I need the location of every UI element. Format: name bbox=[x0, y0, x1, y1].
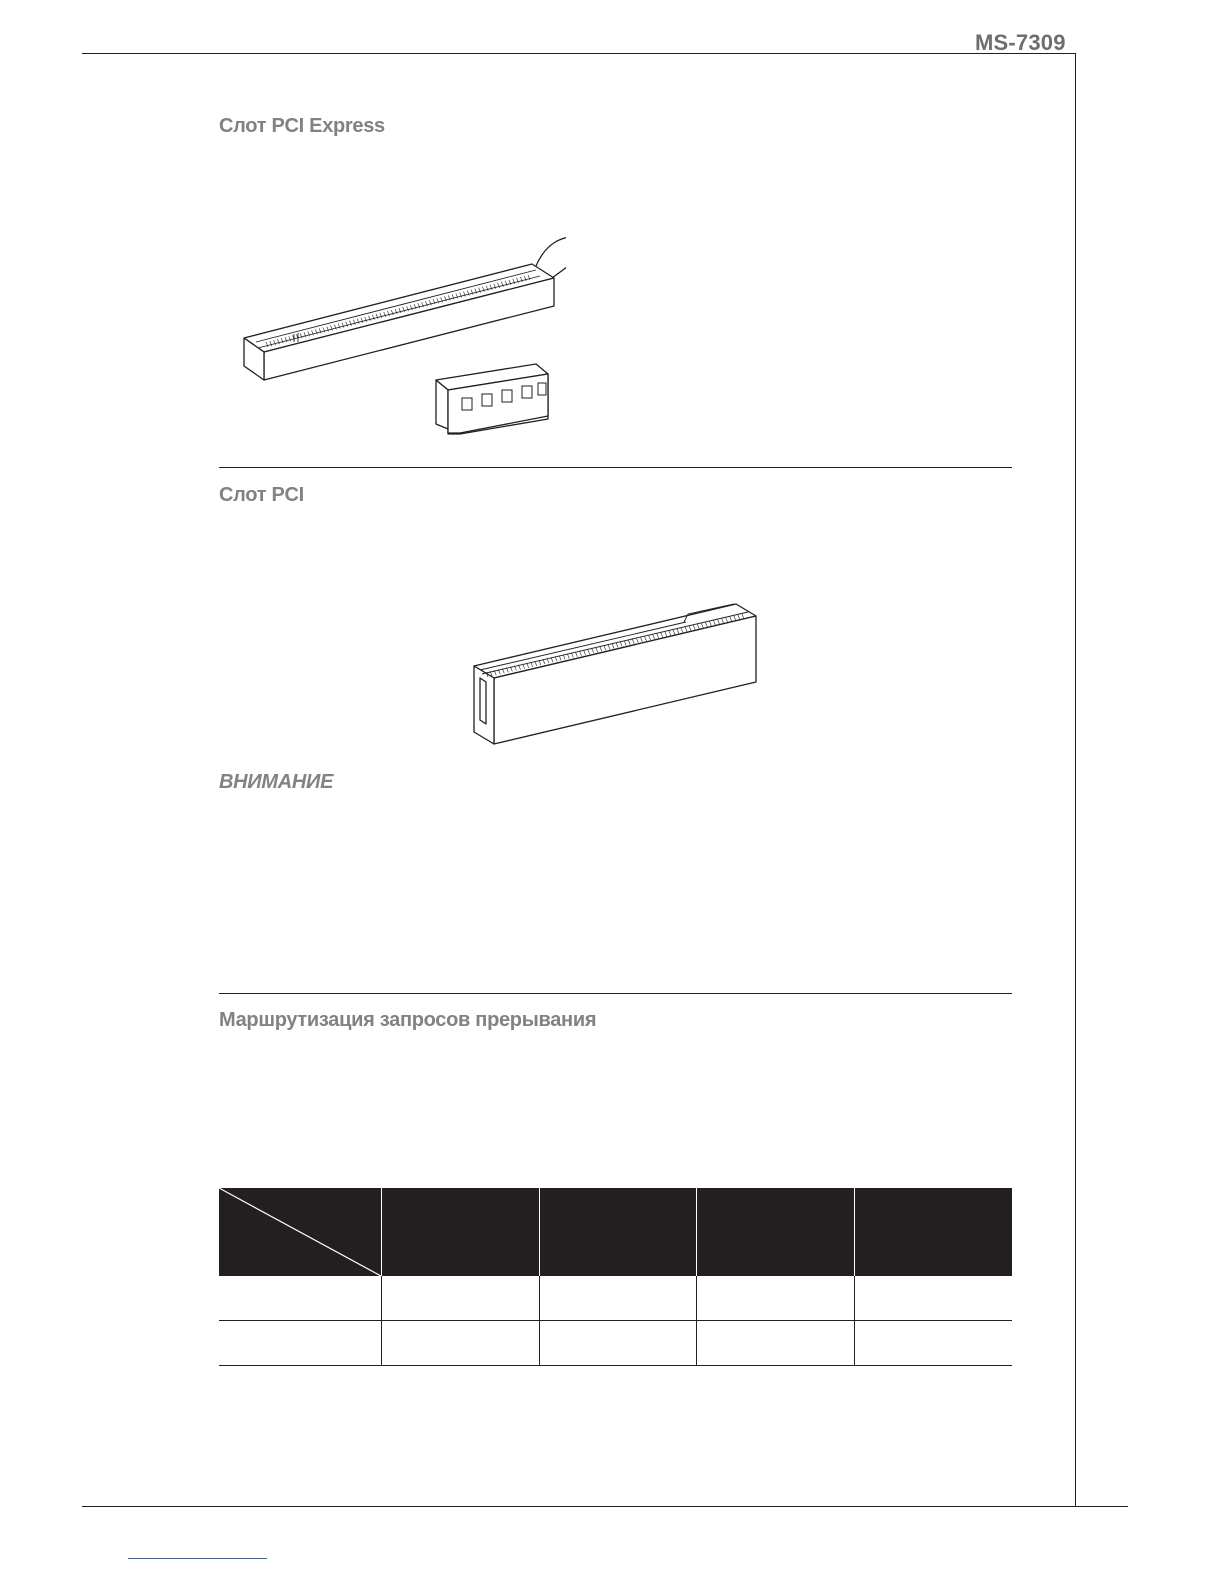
table-cell bbox=[854, 1321, 1012, 1366]
header-rule bbox=[82, 53, 1076, 54]
pci-slot-illustration bbox=[466, 596, 766, 746]
table-corner-cell bbox=[219, 1188, 382, 1276]
section-divider bbox=[219, 467, 1012, 468]
table-header-row bbox=[219, 1188, 1012, 1276]
table-cell bbox=[539, 1321, 697, 1366]
table-cell bbox=[219, 1276, 382, 1321]
pci-slot-heading: Слот PCI bbox=[219, 484, 304, 506]
table-row bbox=[219, 1321, 1012, 1366]
table-cell bbox=[382, 1321, 540, 1366]
pcie-slot-heading: Слот PCI Express bbox=[219, 115, 385, 137]
irq-routing-table bbox=[219, 1188, 1012, 1366]
table-header-cell bbox=[382, 1188, 540, 1276]
section-divider bbox=[219, 993, 1012, 994]
table-header-cell bbox=[854, 1188, 1012, 1276]
diagonal-divider bbox=[219, 1188, 381, 1276]
irq-routing-heading: Маршрутизация запросов прерывания bbox=[219, 1009, 597, 1031]
table-cell bbox=[854, 1276, 1012, 1321]
table-header-cell bbox=[697, 1188, 855, 1276]
margin-rule bbox=[1075, 53, 1076, 1506]
footer-link-underline[interactable] bbox=[128, 1558, 267, 1559]
table-header-cell bbox=[539, 1188, 697, 1276]
pcie-slot-illustration bbox=[236, 198, 566, 443]
model-number: MS-7309 bbox=[975, 30, 1066, 55]
table-cell bbox=[697, 1321, 855, 1366]
attention-heading: ВНИМАНИЕ bbox=[219, 771, 334, 793]
table-cell bbox=[539, 1276, 697, 1321]
table-cell bbox=[382, 1276, 540, 1321]
table-cell bbox=[697, 1276, 855, 1321]
footer-rule bbox=[82, 1506, 1128, 1507]
table-cell bbox=[219, 1321, 382, 1366]
table-row bbox=[219, 1276, 1012, 1321]
